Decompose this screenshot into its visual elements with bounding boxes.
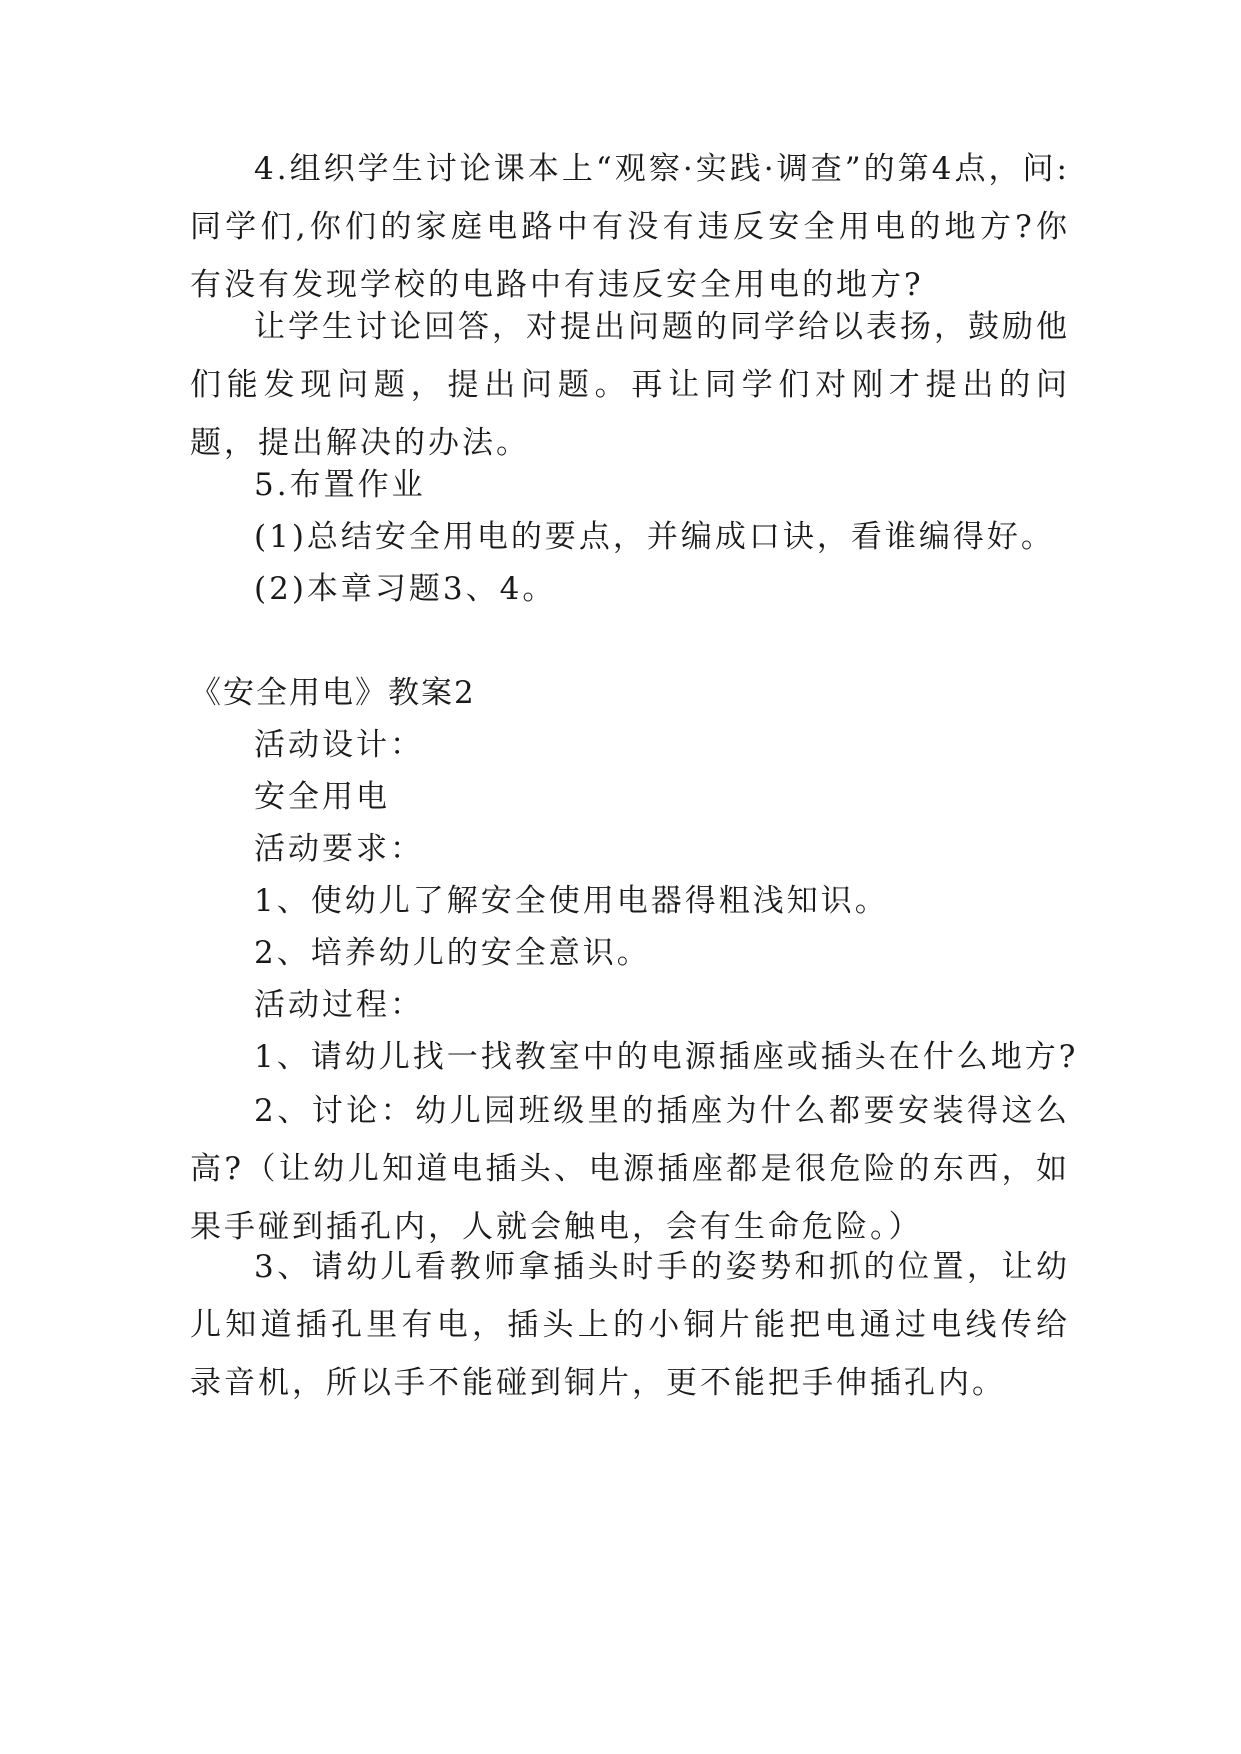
paragraph-discussion: 4.组织学生讨论课本上“观察·实践·调查”的第4点，问:同学们,你们的家庭电路中有没有违反安全用电的地方?你有没有发现学校的电路中有违反安全用电的地方? xyxy=(190,151,1070,303)
requirement-item-2: 2、培养幼儿的安全意识。 xyxy=(254,935,651,971)
lesson-plan-title: 《安全用电》教案2 xyxy=(190,675,476,711)
paragraph-answer: 让学生讨论回答，对提出问题的同学给以表扬，鼓励他们能发现问题，提出问题。再让同学们对刚才提出的问题，提出解决的办法。 xyxy=(190,309,1070,461)
process-step-2: 2、讨论：幼儿园班级里的插座为什么都要安装得这么高?（让幼儿知道电插头、电源插座都是很危险的东西，如果手碰到插孔内，人就会触电，会有生命危险。） xyxy=(190,1093,1070,1245)
activity-design-value: 安全用电 xyxy=(254,779,390,815)
activity-design-label: 活动设计： xyxy=(254,727,424,763)
homework-item-2: (2)本章习题3、4。 xyxy=(254,571,557,607)
activity-process-label: 活动过程： xyxy=(254,987,424,1023)
activity-requirements-label: 活动要求： xyxy=(254,831,424,867)
requirement-item-1: 1、使幼儿了解安全使用电器得粗浅知识。 xyxy=(254,883,889,919)
process-step-3: 3、请幼儿看教师拿插头时手的姿势和抓的位置，让幼儿知道插孔里有电，插头上的小铜片能把电通过电线传给录音机，所以手不能碰到铜片，更不能把手伸插孔内。 xyxy=(190,1249,1070,1401)
homework-title: 5.布置作业 xyxy=(254,467,426,503)
homework-item-1: (1)总结安全用电的要点，并编成口诀，看谁编得好。 xyxy=(254,519,1055,555)
process-step-1: 1、请幼儿找一找教室中的电源插座或插头在什么地方? xyxy=(254,1039,1079,1075)
